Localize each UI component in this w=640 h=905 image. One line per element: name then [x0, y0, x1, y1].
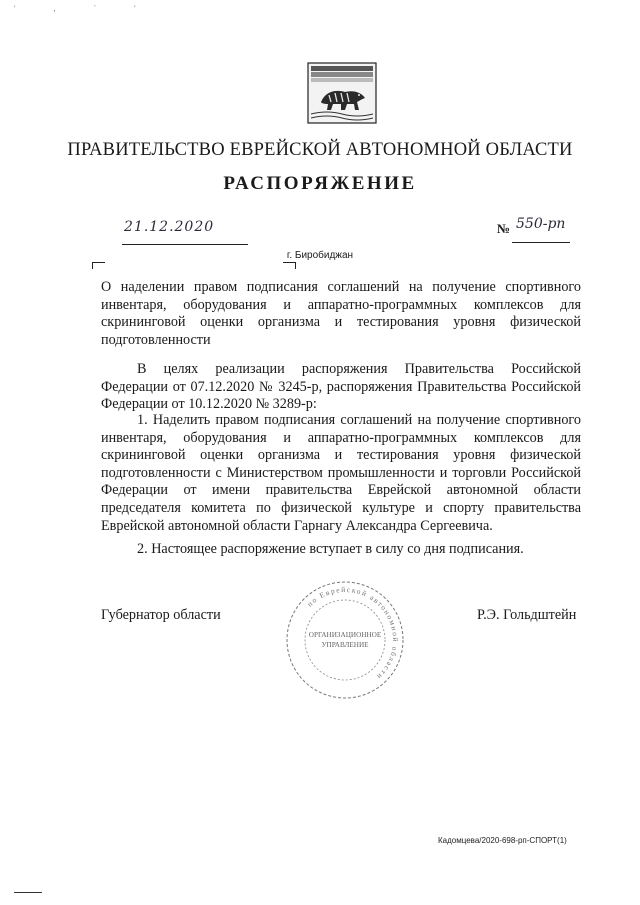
- bottom-left-rule: [14, 892, 42, 893]
- signatory-title: Губернатор области: [101, 607, 221, 623]
- seal-stamp-icon: [283, 578, 407, 702]
- stamp-line-2: УПРАВЛЕНИЕ: [321, 641, 369, 649]
- city-name: г. Биробиджан: [286, 250, 354, 261]
- handwritten-date: 21.12.2020: [124, 219, 215, 235]
- stamp-line-1: ОРГАНИЗАЦИОННОЕ: [308, 631, 382, 639]
- scan-corner-marks: ' , ` ': [14, 4, 154, 13]
- number-label: №: [497, 221, 511, 236]
- intro-paragraph: В целях реализации распоряжения Правительства Российской Федерации от 07.12.2020 № 3245-р, распоряжения Правительства Российской Федерации от 10.12.2020 № 3289-р:: [101, 361, 581, 413]
- coat-of-arms-icon: [307, 62, 377, 124]
- footer-reference: Кадомцева/2020-698-рп-СПОРТ(1): [438, 836, 567, 845]
- document-subject: О наделении правом подписания соглашений на получение спортивного инвентаря, оборудования и аппаратно-программных комплексов для скрининговой оценки организма и тестирования уровня физической подготовленности: [101, 279, 581, 348]
- signatory-name: Р.Э. Гольдштейн: [477, 607, 577, 623]
- subject-bracket-right: [283, 262, 296, 269]
- order-item-1: 1. Наделить правом подписания соглашений на получение спортивного инвентаря, оборудования и аппаратно-программных комплексов для скрининговой оценки организма и тестирования уровня физической подготовленности с Министерством промышленности и торговли Российской Федерации от имени правительства Еврейской автономной области председателя комитета по физической культуре и спорту правительства Еврейской автономной области Гарнагу Александра Сергеевича.: [101, 412, 581, 534]
- government-title: ПРАВИТЕЛЬСТВО ЕВРЕЙСКОЙ АВТОНОМНОЙ ОБЛАСТИ: [67, 140, 573, 160]
- order-item-2: 2. Настоящее распоряжение вступает в силу со дня подписания.: [137, 541, 524, 557]
- handwritten-number: 550-рп: [516, 216, 566, 232]
- document-type-heading: РАСПОРЯЖЕНИЕ: [223, 173, 417, 194]
- stamp-ring-text: по Еврейской автономной области: [305, 584, 401, 683]
- subject-bracket-left: [92, 262, 105, 269]
